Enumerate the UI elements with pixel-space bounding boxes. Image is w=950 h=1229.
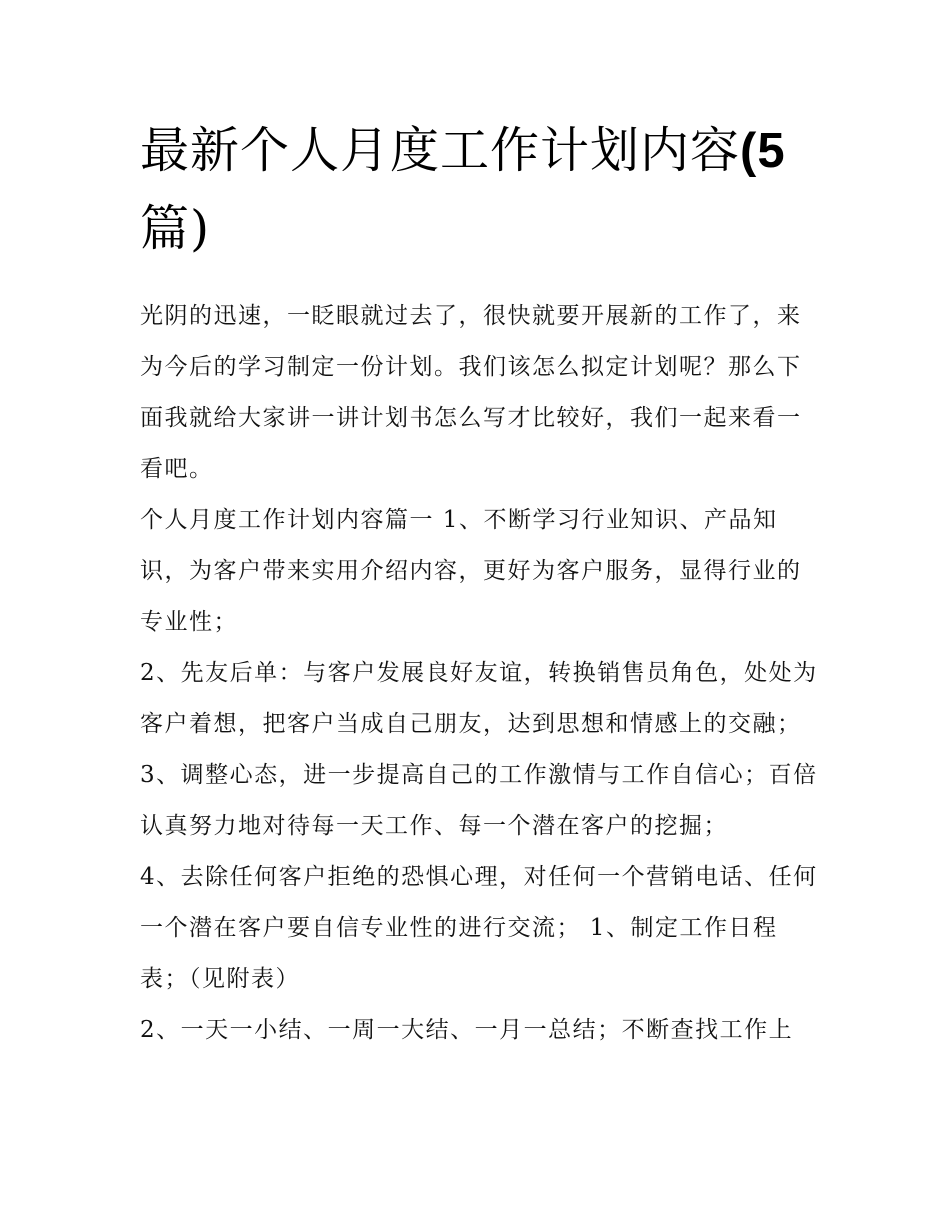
plan-paragraph-4: 4、去除任何客户拒绝的恐惧心理，对任何一个营销电话、任何一个潜在客户要自信专业性的进行交流； 1、制定工作日程表；（见附表） <box>140 864 818 992</box>
intro-paragraph: 光阴的迅速，一眨眼就过去了，很快就要开展新的工作了，来为今后的学习制定一份计划。我们该怎么拟定计划呢？那么下面我就给大家讲一讲计划书怎么写才比较好，我们一起来看一看吧。 <box>140 303 802 482</box>
document-page <box>140 112 820 1056</box>
plan-paragraph-5: 2、一天一小结、一周一大结、一月一总结；不断查找工作上 <box>140 1017 794 1043</box>
plan-paragraph-3: 3、调整心态，进一步提高自己的工作激情与工作自信心；百倍认真努力地对待每一天工作、每一个潜在客户的挖掘； <box>140 762 818 839</box>
plan-paragraph-2: 2、先友后单：与客户发展良好友谊，转换销售员角色，处处为客户着想，把客户当成自己朋友，达到思想和情感上的交融； <box>140 660 818 737</box>
plan-paragraph-1: 个人月度工作计划内容篇一 1、不断学习行业知识、产品知识，为客户带来实用介绍内容，更好为客户服务，显得行业的专业性； <box>140 507 802 635</box>
title-main: 最新个人月度工作计划内容 <box>140 122 741 179</box>
document-title <box>140 112 820 268</box>
title-count: (5 <box>740 124 786 178</box>
title-line-2: 篇) <box>140 200 211 257</box>
